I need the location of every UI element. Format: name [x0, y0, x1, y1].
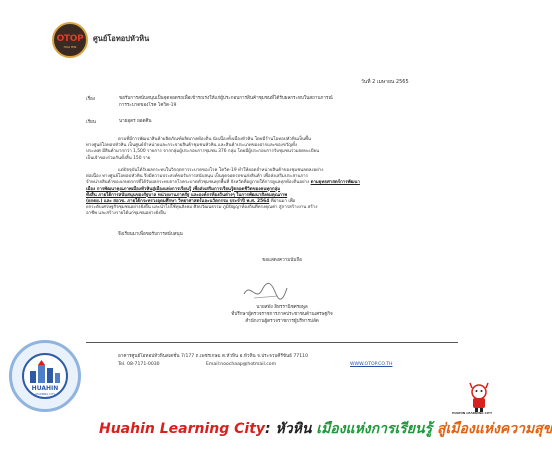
paragraph-2-text: ที่ผ่านมา เพื่อ — [270, 199, 296, 205]
city-skyline-icon — [24, 357, 66, 387]
subject-label: เรื่อง — [86, 97, 96, 102]
huahin-learning-city-badge — [9, 340, 81, 412]
paragraph-2-text: จำหน่ายสินค้าของเกษตรกรที่ได้รับผลกระทบจากโรคระบาดทั่วชุมชนทุกพื้นที่ จังหวัดที่อยู่ภายใต้การดูแลทุกท้องถิ่นอย่าง — [86, 180, 310, 186]
to-label: เรียน — [86, 120, 96, 125]
paragraph-2-line: อาชีพ และสร้างรายได้แก่ชุมชนอย่างยั่งยืน — [86, 211, 166, 217]
tagline-part-3: เมืองแห่งการเรียนรู้ — [316, 421, 437, 437]
badge-sub-text: LEARNING CITY — [35, 393, 55, 396]
closing-request: จึงเรียนมาเพื่อขอรับการสนับสนุน — [118, 232, 183, 237]
paragraph-2-line: แต่ปัจจุบันได้รับผลกระทบในวิกฤตการระบาดของโรค โควิด-19 ทำให้ยอดจำหน่ายสินค้าของชุมชนลดลงอย่าง — [118, 168, 324, 173]
paragraph-2-underline-line: ทั้งสิ้น ภายใต้การสนับสนุนของรัฐบาล หน่วยงานภาครัฐ และองค์กรท้องถิ่นต่างๆ ในการพัฒนาสังคมคุณภาพ — [86, 192, 288, 198]
paragraph-1-line: ทางศูนย์โอทอปหัวหิน เป็นศูนย์จำหน่ายและกระจายสินค้าชุมชนหัวหิน และสินค้าประเภทของฝากและของขวัญทั้ง — [86, 143, 298, 149]
letter-date: วันที่ 2 เมษายน 2565 — [361, 79, 409, 85]
paragraph-2-line: ยกระดับเศรษฐกิจชุมชนอย่างยั่งยืน และนำไปใช้ทุนสังคม ศิลปวัฒนธรรม ภูมิปัญญาท้องถิ่นที่ทรงคุณค่า สู่การสร้างงาน สร้าง — [86, 205, 318, 211]
signer-name: นายสพัง อิทรรานิชศรยพูล — [256, 305, 308, 310]
strategy-heading: ตามยุทธศาสตร์การพัฒนา — [310, 180, 360, 186]
paragraph-2-line: ต่อเนื่อง ทางศูนย์โอทอปหัวหิน จึงมีความประสงค์ขอรับการสนับสนุน เป็นจุดจอดรถขนส่งสินค้า เพื่อส่งเสริมประสานการ — [86, 174, 308, 180]
paragraph-2 — [86, 168, 466, 218]
paragraph-2-bold-text: (ยกตย.) และ สอวช. ภายใต้กระทรวงอุดมศึกษา วิทยาศาสตร์และนวัตกรรม ประจำปี พ.ศ. 2564 — [86, 199, 270, 205]
paragraph-1-line: เป็นเจ้าของร่วมกันทั้งสิ้น 150 ราย — [86, 155, 151, 161]
signer-title-1: ที่ปรึกษาผู้ตรวจราชการภาคประชาชนด้านเศรษฐกิจ — [231, 312, 333, 317]
website-link[interactable]: WWW.OTOP.CO.TH — [350, 362, 393, 367]
mascot-caption: HUAHIN LEARNING CITY — [452, 411, 493, 415]
tagline-part-4: สู่เมืองแห่งความสุข — [436, 421, 552, 437]
paragraph-1 — [86, 137, 466, 162]
footer-tel: Tel. 08-7171-0030 — [118, 362, 160, 367]
to-value: นายอุดร ยอดศิน — [119, 119, 152, 124]
paragraph-1-line: ตามที่มีการพัฒนาสินค้าผลิตภัณฑ์ผลิตภาคท้องถิ่น นับเนื่องทั้งเมืองหัวหิน โดยมีร้านโอทอปหัวหินเป็นพื้น — [118, 137, 311, 142]
footer-website[interactable] — [350, 362, 392, 367]
footer-address: อาคารศูนย์โอทอปหัวหินสเตชั่น 7/177 ถ.เพชรเกษม ต.หัวหิน อ.หัวหิน จ.ประจวบคีรีขันธ์ 77110 — [118, 354, 309, 359]
logo-text: OTOP — [56, 34, 84, 44]
closing-phrase: ขอแสดงความนับถือ — [262, 258, 302, 263]
logo-subtext: HUA HIN — [63, 45, 77, 49]
signer-title-2: สำนักงานผู้ตรวจราชการผู้บริหารปลัด — [245, 319, 319, 324]
subject-line-2: การระบาดของโรค โควิด-19 — [119, 103, 177, 108]
mascot-icon — [464, 382, 494, 412]
subject-line-1: ขอรับการสนับสนุนเป็นจุดจอดรถเพื่อเข้ารถเร่งให้แก่ผู้ประกอบการสินค้าชุมชนที่ได้รับผลกระทบในสถานการณ์ — [119, 96, 333, 101]
otop-logo — [52, 22, 88, 58]
tagline-part-2: : หัวหิน — [265, 421, 317, 437]
paragraph-2-underline-line: เมือง การพัฒนาคุณภาพเมืองหัวหินสู่เมืองแห่งการเรียนรู้ เพื่อส่งเสริมการเรียนรู้ตลอดชีวิตของคนทุกกลุ่ม — [86, 186, 281, 192]
badge-inner-circle — [22, 353, 68, 399]
tagline-part-1: Huahin Learning City — [99, 421, 266, 437]
paragraph-1-line: ประเทศ มีสินค้ามากกว่า 1,500 รายการ จากกลุ่มผู้ประกอบการชุมชน 376 กลุ่ม โดยมีผู้ประกอบการรับชุมชนร่วมจดทะเบียน — [86, 149, 320, 155]
footer-divider — [86, 342, 458, 343]
tagline — [99, 418, 552, 440]
org-name: ศูนย์โอทอปหัวหิน — [93, 34, 150, 43]
footer-email: Email:noochaap@hotmail.com — [206, 362, 277, 367]
signature-image — [240, 280, 290, 302]
badge-main-text: HUAHIN — [31, 385, 59, 392]
